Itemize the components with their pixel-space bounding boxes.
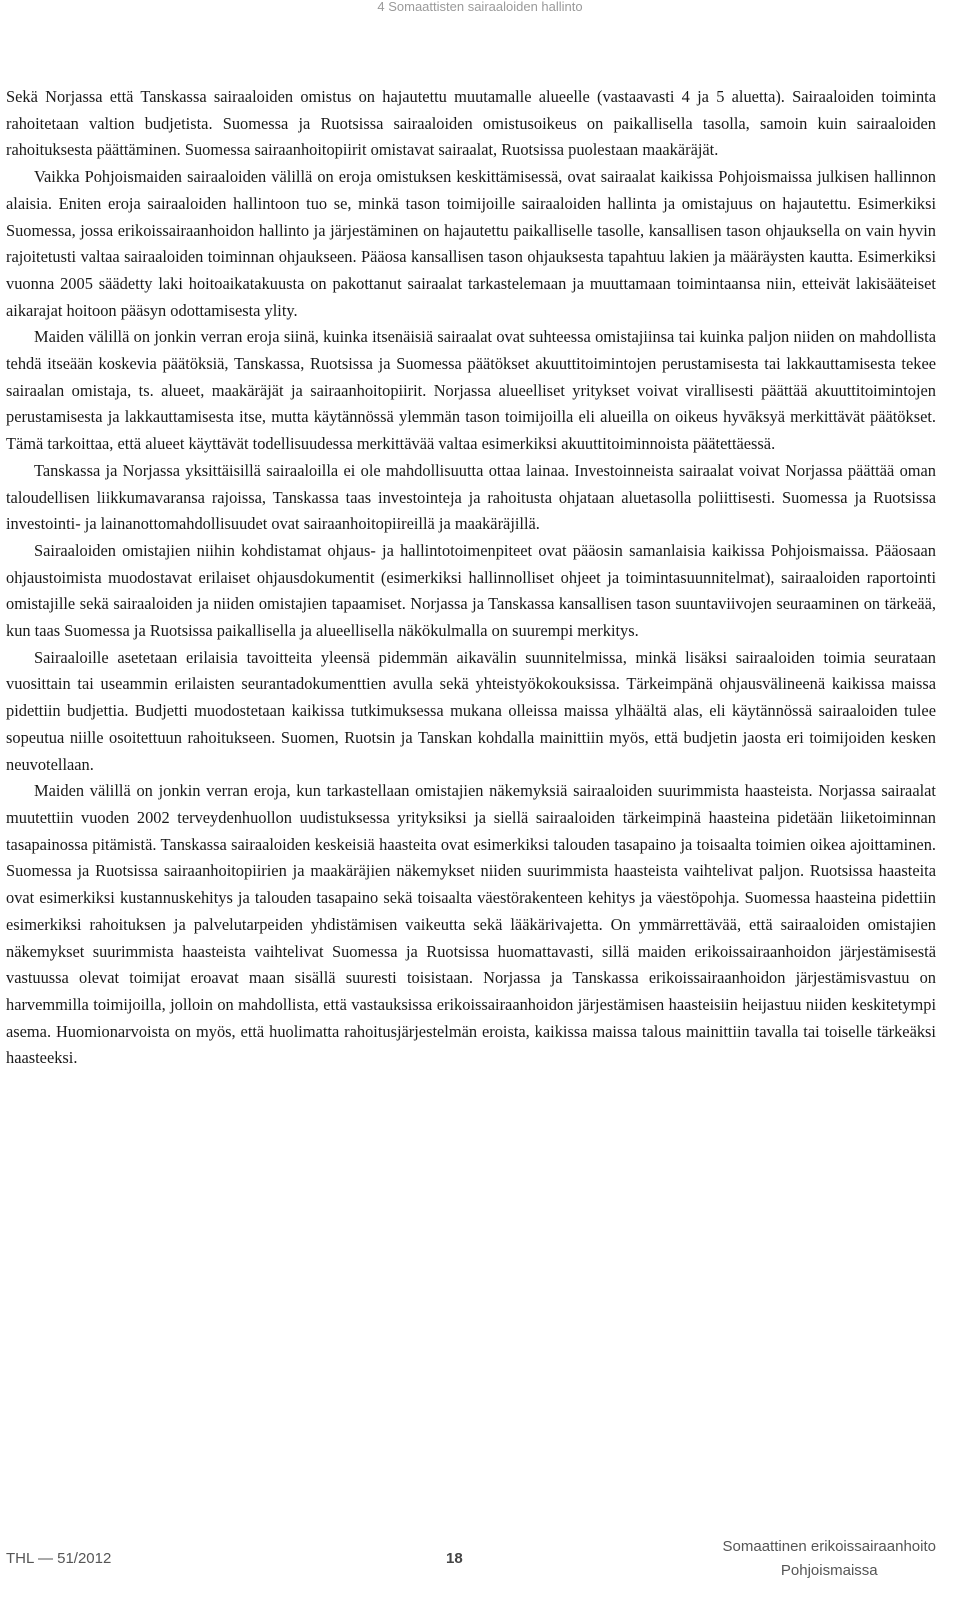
- paragraph-6: Sairaaloille asetetaan erilaisia tavoitteita yleensä pidemmän aikavälin suunnitelmissa, minkä lisäksi sairaaloiden toimia seurataan vuosittain tai useammin erilaisten seurantadokumenttien avulla sekä yhteistyökokouksissa. Tärkeimpänä ohjausvälineenä kaikissa maissa pidettiin budjettia. Budjetti muodostetaan kaikissa tutkimuksessa mukana olleissa maissa ylhäältä alas, eli käytännössä sairaaloiden tulee sopeutua niille osoitettuun rahoitukseen. Suomen, Ruotsin ja Tanskan kohdalla mainittiin myös, että budjetin jaosta eri toimijoiden kesken neuvotellaan.: [6, 647, 936, 774]
- page-footer: [0, 1535, 960, 1595]
- footer-publication: THL — 51/2012: [6, 1550, 112, 1567]
- paragraph-5: Sairaaloiden omistajien niihin kohdistamat ohjaus- ja hallintotoimenpiteet ovat pääosin samanlaisia kaikissa Pohjoismaissa. Pääosaan ohjaustoimista muodostavat erilaiset ohjausdokumentit (esimerkiksi hallinnolliset ohjeet ja toimintasuunnitelmat), sairaaloiden raportointi omistajille sekä sairaaloiden ja niiden omistajien tapaamiset. Norjassa ja Tanskassa kansallisen tason suuntaviivojen seuraaminen on tärkeää, kun taas Suomessa ja Ruotsissa paikallisella ja alueellisella näkökulmalla on suurempi merkitys.: [6, 540, 936, 641]
- paragraph-1: Sekä Norjassa että Tanskassa sairaaloiden omistus on hajautettu muutamalle alueelle (vastaavasti 4 ja 5 aluetta). Sairaaloiden toiminta rahoitetaan valtion budjetista. Suomessa ja Ruotsissa sairaaloiden omistusoikeus on paikallisella tasolla, samoin kuin sairaaloiden rahoituksesta päättäminen. Suomessa sairaanhoitopiirit omistavat sairaalat, Ruotsissa puolestaan maakäräjät.: [6, 87, 936, 160]
- page-number: 18: [446, 1550, 463, 1567]
- body-text: [6, 84, 936, 1072]
- footer-report-title-line-1: Somaattinen erikoissairaanhoito: [722, 1538, 936, 1555]
- paragraph-3: Maiden välillä on jonkin verran eroja siinä, kuinka itsenäisiä sairaalat ovat suhteessa omistajiinsa tai kuinka paljon niiden on mahdollista tehdä itseään koskevia päätöksiä, Tanskassa, Ruotsissa ja Suomessa päätökset akuuttitoimintojen perustamisesta tai lakkauttamisesta tekee sairaalan omistaja, ts. alueet, maakäräjät ja sairaanhoitopiirit. Norjassa alueelliset yritykset voivat virallisesti päättää akuuttitoimintojen perustamisesta ja lakkauttamisesta itse, mutta käytännössä ylemmän tason toimijoilla eli alueilla on oikeus hyvāksyä merkittävät päätökset. Tämä tarkoittaa, että alueet käyttävät todellisuudessa merkittävää valtaa esimerkiksi akuuttitoiminnoista päätettäessä.: [6, 327, 936, 454]
- footer-report-title: [723, 1535, 936, 1583]
- paragraph-2: Vaikka Pohjoismaiden sairaaloiden välillä on eroja omistuksen keskittämisessä, ovat sairaalat kaikissa Pohjoismaissa julkisen hallinnon alaisia. Eniten eroja sairaaloiden hallintoon tuo se, minkä tason toimijoille sairaaloiden hallinta ja omistajuus on hajautettu. Esimerkiksi Suomessa, jossa erikoissairaanhoidon hallinto ja järjestäminen on hajautettu paikalliselle tasolle, kansallisen tason ohjauksella on vain hyvin rajoitetusti valtaa sairaaloiden toiminnan ohjaukseen. Pääosa kansallisen tason ohjauksesta tapahtuu lakien ja määräysten kautta. Esimerkiksi vuonna 2005 säädetty laki hoitoaikatakuusta on pakottanut sairaalat tarkastelemaan ja muuttamaan toimintaansa niin, etteivät lakisääteiset aikarajat hoitoon pääsyn odottamisesta ylity.: [6, 167, 936, 320]
- paragraph-7: Maiden välillä on jonkin verran eroja, kun tarkastellaan omistajien näkemyksiä sairaaloiden suurimmista haasteista. Norjassa sairaalat muutettiin vuoden 2002 terveydenhuollon uudistuksessa yrityksiksi ja siellä sairaaloiden tärkeimpinä haasteina pidetään liiketoiminnan tasapainossa pitämistä. Tanskassa sairaaloiden keskeisiä haasteita ovat esimerkiksi talouden tasapaino ja toisaalta toimien oikea ajoittaminen. Suomessa ja Ruotsissa sairaanhoitopiirien ja maakäräjien näkemykset niiden suurimmista haasteista vaihtelivat paljon. Ruotsissa haasteita ovat esimerkiksi kustannuskehitys ja talouden tasapaino sekä toisaalta väestörakenteen kehitys ja väestöpohja. Suomessa haasteina pidettiin esimerkiksi rahoituksen ja palvelutarpeiden yhdistämisen vaikeutta sekä lääkärivajetta. On ymmärrettävää, että sairaaloiden omistajien näkemykset suurimmista haasteista vaihtelivat Suomessa ja Ruotsissa huomattavasti, sillä maiden erikoissairaanhoidon järjestämisestä vastuussa olevat toimijat eroavat maan sisällä suuresti toisistaan. Norjassa ja Tanskassa erikoissairaanhoidon järjestämisvastuu on harvemmilla toimijoilla, jolloin on mahdollista, että vastauksissa erikoissairaanhoidon järjestämisen haasteisiin heijastuu niiden keskitetympi asema. Huomionarvoista on myös, että huolimatta rahoitusjärjestelmän eroista, kaikissa maissa talous mainittiin tavalla tai toiselle tärkeäksi haasteeksi.: [6, 781, 936, 1068]
- footer-report-title-line-2: Pohjoismaissa: [780, 1562, 878, 1579]
- running-header: 4 Somaattisten sairaaloiden hallinto: [377, 0, 583, 14]
- paragraph-4: Tanskassa ja Norjassa yksittäisillä sairaaloilla ei ole mahdollisuutta ottaa lainaa. Investoinneista sairaalat voivat Norjassa päättää oman taloudellisen liikkumavaransa rajoissa, Tanskassa taas investointeja ja rahoitusta ohjataan aluetasolla poliittisesti. Suomessa ja Ruotsissa investointi- ja lainanottomahdollisuudet ovat sairaanhoitopiireillä ja maakäräjillä.: [6, 460, 936, 534]
